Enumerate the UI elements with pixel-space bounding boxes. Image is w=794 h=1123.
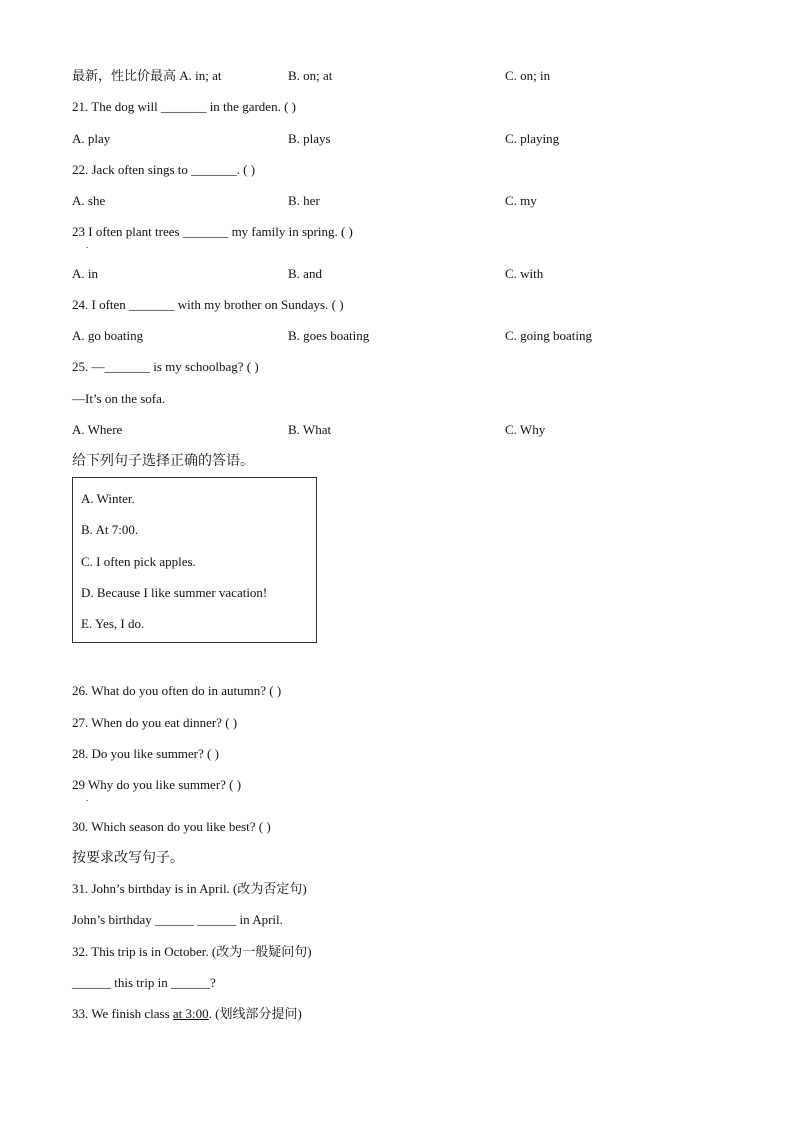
q25-option-a: A. Where <box>72 422 123 437</box>
q21-option-b: B. plays <box>288 131 331 146</box>
q23-option-c: C. with <box>505 266 544 281</box>
answer-line-32: ______ this trip in ______? <box>72 975 216 990</box>
question-22: 22. Jack often sings to _______. ( ) <box>72 162 256 177</box>
q21-option-a: A. play <box>72 131 111 146</box>
answer-option-b: B. At 7:00. <box>81 522 139 537</box>
question-32: 32. This trip is in October. (改为一般疑问句) <box>72 944 312 959</box>
question-31: 31. John’s birthday is in April. (改为否定句) <box>72 881 307 896</box>
q29-dot-mark: . <box>86 793 89 803</box>
q33-text-before: 33. We finish class <box>72 1006 173 1021</box>
header-chinese: 最新，性比价最高 <box>72 69 177 84</box>
q22-option-b: B. her <box>288 193 320 208</box>
question-29: 29 Why do you like summer? ( ) <box>72 777 242 792</box>
q22-option-c: C. my <box>505 193 537 208</box>
header-line <box>72 68 222 85</box>
question-24: 24. I often _______ with my brother on Sundays. ( ) <box>72 297 344 312</box>
answer-option-a: A. Winter. <box>81 491 135 506</box>
header-option-a: A. in; at <box>179 68 222 83</box>
header-option-b: B. on; at <box>288 68 333 83</box>
question-25-reply: —It’s on the sofa. <box>72 391 166 406</box>
header-option-c: C. on; in <box>505 68 551 83</box>
q23-option-b: B. and <box>288 266 322 281</box>
q33-underlined-part: at 3:00 <box>172 1006 209 1021</box>
q25-option-b: B. What <box>288 422 332 437</box>
question-27: 27. When do you eat dinner? ( ) <box>72 715 238 730</box>
section-title-answers: 给下列句子选择正确的答语。 <box>72 453 254 469</box>
q25-option-c: C. Why <box>505 422 546 437</box>
q23-option-a: A. in <box>72 266 98 281</box>
answer-option-c: C. I often pick apples. <box>81 554 196 569</box>
q21-option-c: C. playing <box>505 131 560 146</box>
answer-options-box <box>72 477 317 643</box>
question-26: 26. What do you often do in autumn? ( ) <box>72 683 282 698</box>
answer-line-31: John’s birthday ______ ______ in April. <box>72 912 283 927</box>
answer-option-e: E. Yes, I do. <box>81 616 145 631</box>
q24-option-c: C. going boating <box>505 328 593 343</box>
question-23: 23 I often plant trees _______ my family in spring. ( ) <box>72 224 353 239</box>
question-28: 28. Do you like summer? ( ) <box>72 746 219 761</box>
q22-option-a: A. she <box>72 193 106 208</box>
question-33 <box>72 1006 302 1022</box>
q23-dot-mark: . <box>86 240 89 250</box>
question-25: 25. —_______ is my schoolbag? ( ) <box>72 359 259 374</box>
section-title-rewrite: 按要求改写句子。 <box>72 850 184 866</box>
q24-option-b: B. goes boating <box>288 328 370 343</box>
question-30: 30. Which season do you like best? ( ) <box>72 819 271 834</box>
q33-text-after: . (划线部分提问) <box>208 1006 302 1021</box>
question-21: 21. The dog will _______ in the garden. ( ) <box>72 99 296 114</box>
answer-option-d: D. Because I like summer vacation! <box>81 585 268 600</box>
q24-option-a: A. go boating <box>72 328 144 343</box>
